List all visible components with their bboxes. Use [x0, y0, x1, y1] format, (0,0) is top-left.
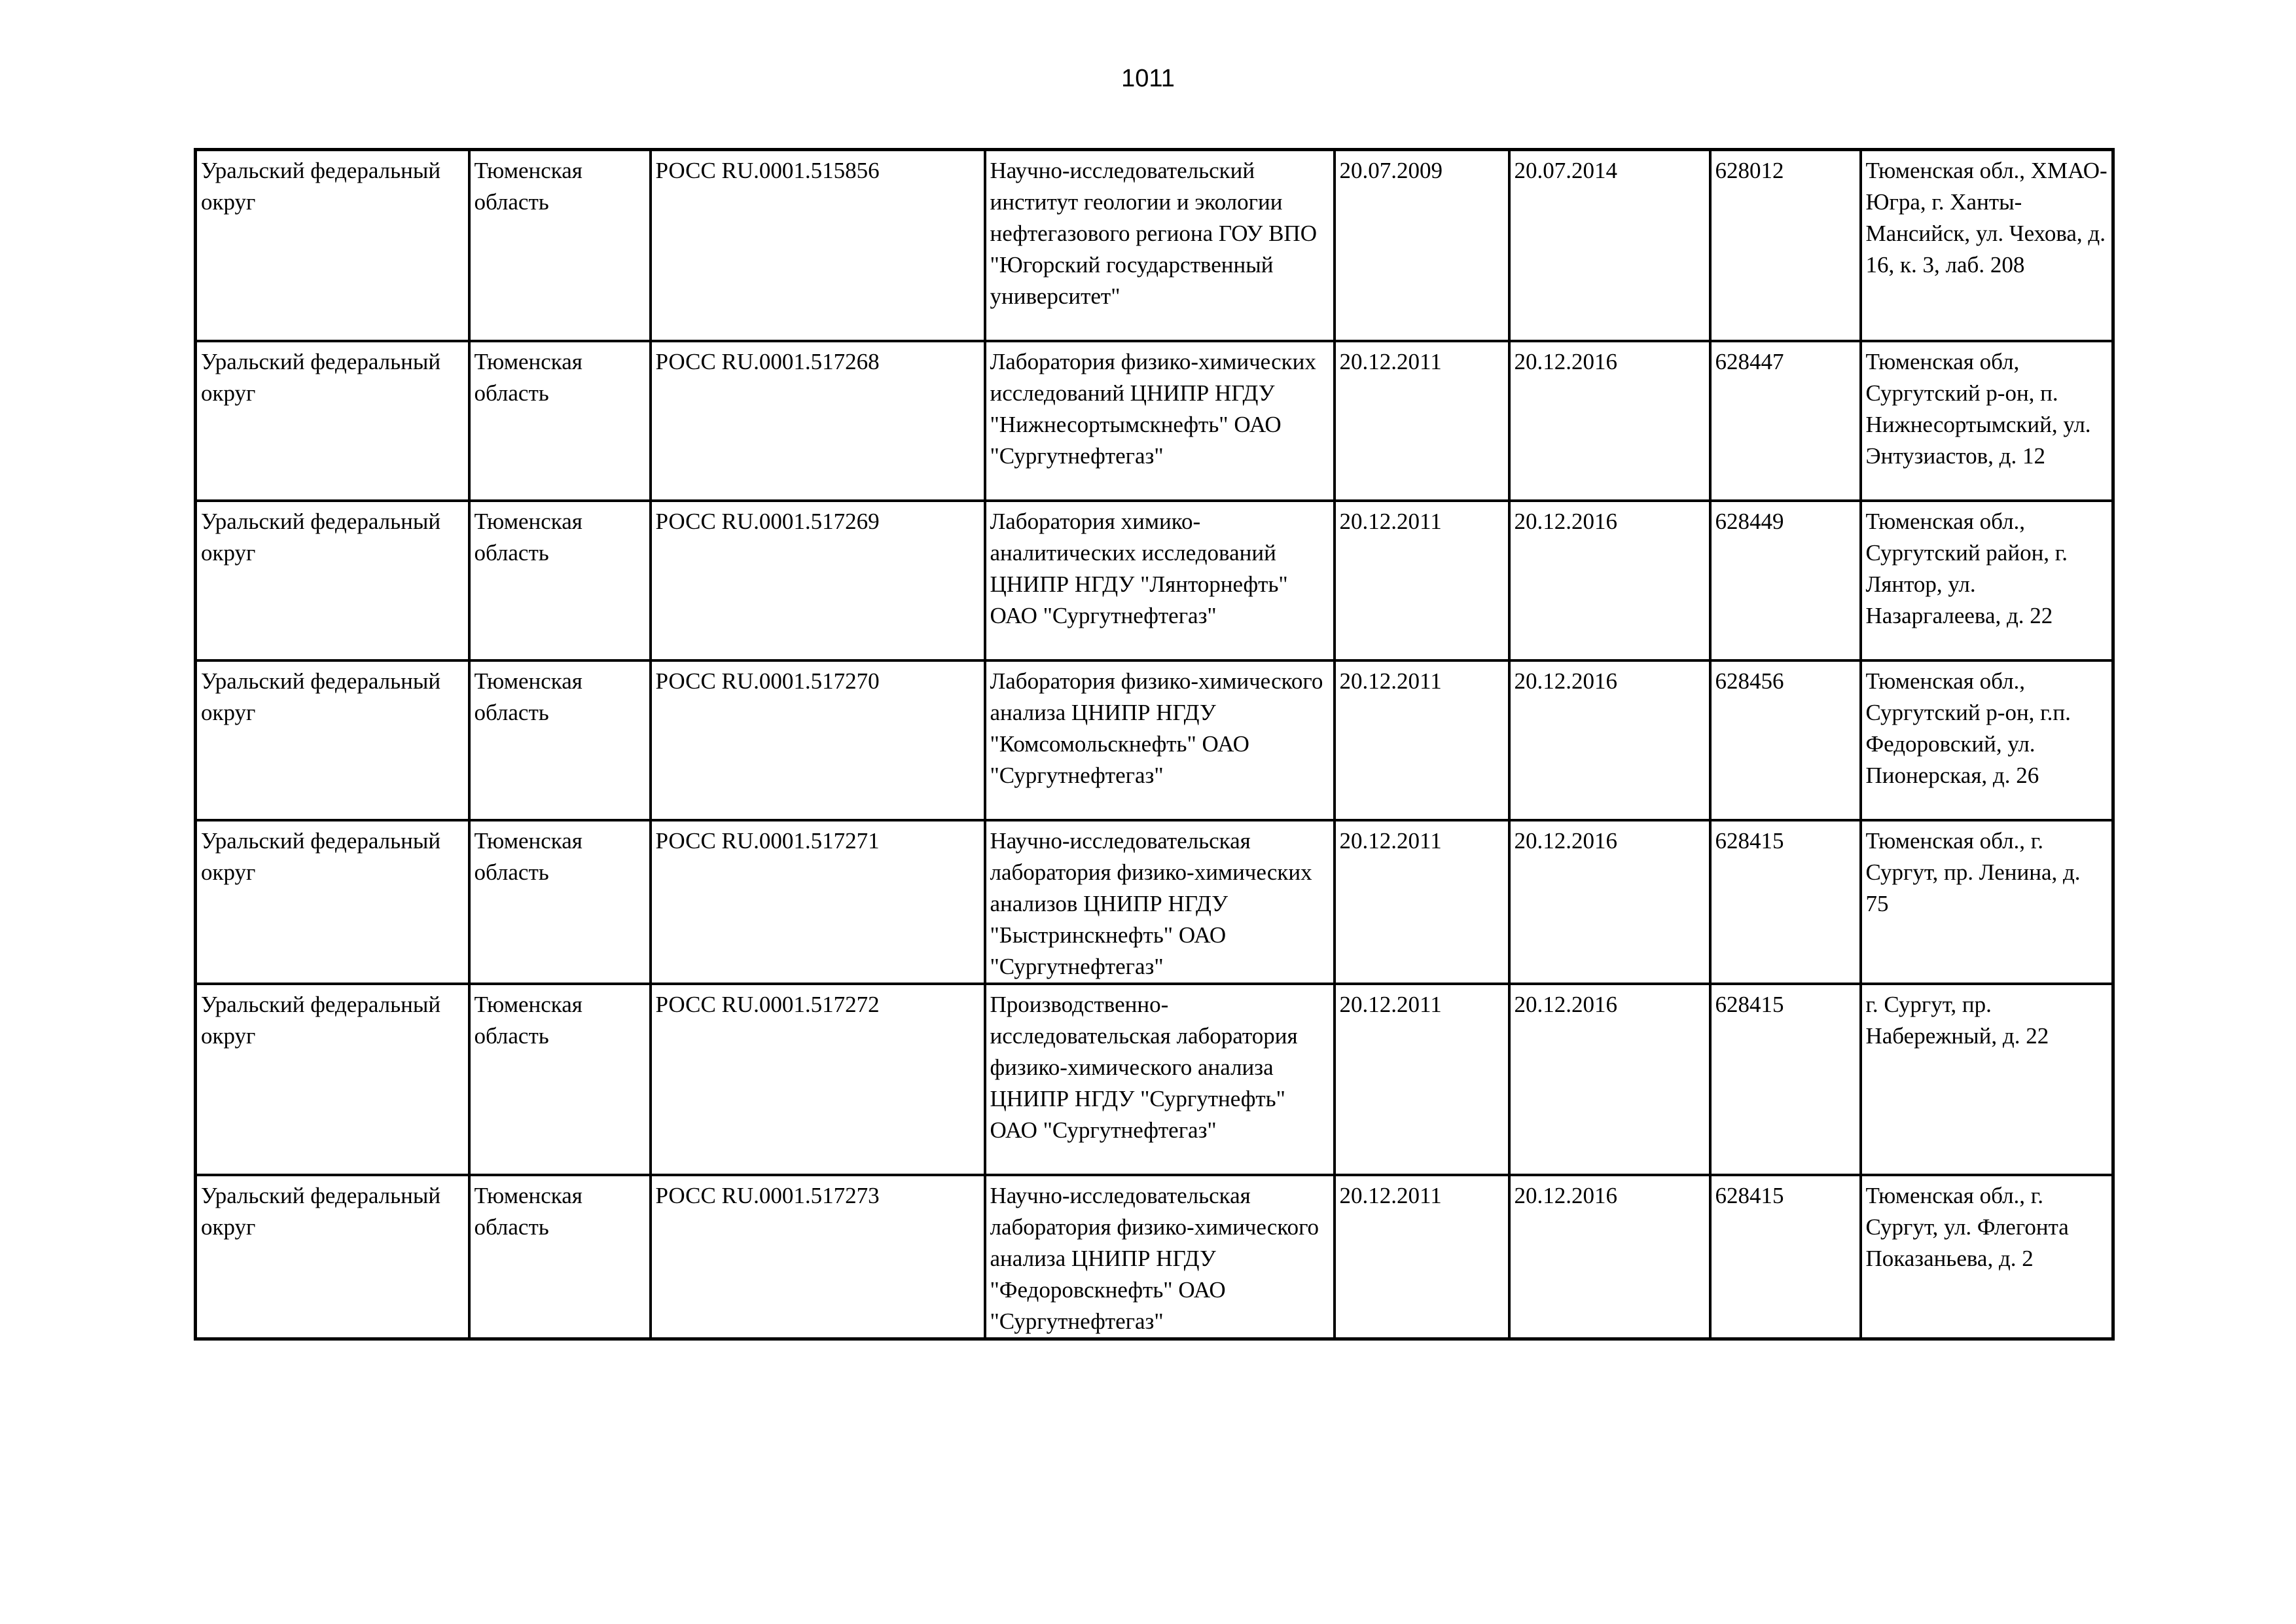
- district-cell: Уральский федеральный округ: [196, 150, 469, 341]
- address-cell: Тюменская обл., Сургутский р-он, г.п. Федоровский, ул. Пионерская, д. 26: [1861, 660, 2113, 820]
- district-cell: Уральский федеральный округ: [196, 820, 469, 984]
- date-issued-cell: 20.07.2009: [1335, 150, 1509, 341]
- date-valid-until-cell: 20.12.2016: [1509, 984, 1710, 1175]
- page-number: 1011: [1121, 65, 1175, 92]
- table-row: [196, 1175, 2113, 1339]
- district-cell: Уральский федеральный округ: [196, 984, 469, 1175]
- postal-code-cell: 628415: [1710, 1175, 1861, 1339]
- table-row: [196, 660, 2113, 820]
- organization-cell: Научно-исследовательская лаборатория физико-химического анализа ЦНИПР НГДУ "Федоровскнефть" ОАО "Сургутнефтегаз": [985, 1175, 1335, 1339]
- organization-cell: Научно-исследовательская лаборатория физико-химических анализов ЦНИПР НГДУ "Быстринскнефть" ОАО "Сургутнефтегаз": [985, 820, 1335, 984]
- postal-code-cell: 628447: [1710, 341, 1861, 501]
- table-row: [196, 341, 2113, 501]
- date-valid-until-cell: 20.12.2016: [1509, 501, 1710, 660]
- region-cell: Тюменская область: [469, 820, 651, 984]
- region-cell: Тюменская область: [469, 660, 651, 820]
- district-cell: Уральский федеральный округ: [196, 341, 469, 501]
- table-row: [196, 501, 2113, 660]
- postal-code-cell: 628012: [1710, 150, 1861, 341]
- date-issued-cell: 20.12.2011: [1335, 341, 1509, 501]
- address-cell: Тюменская обл., г. Сургут, ул. Флегонта Показаньева, д. 2: [1861, 1175, 2113, 1339]
- organization-cell: Производственно-исследовательская лаборатория физико-химического анализа ЦНИПР НГДУ "Сургутнефть" ОАО "Сургутнефтегаз": [985, 984, 1335, 1175]
- region-cell: Тюменская область: [469, 341, 651, 501]
- district-cell: Уральский федеральный округ: [196, 501, 469, 660]
- date-issued-cell: 20.12.2011: [1335, 984, 1509, 1175]
- date-valid-until-cell: 20.12.2016: [1509, 820, 1710, 984]
- table-row: [196, 150, 2113, 341]
- region-cell: Тюменская область: [469, 984, 651, 1175]
- postal-code-cell: 628415: [1710, 820, 1861, 984]
- date-valid-until-cell: 20.12.2016: [1509, 1175, 1710, 1339]
- accreditation-number-cell: РОСС RU.0001.517270: [651, 660, 985, 820]
- address-cell: Тюменская обл., Сургутский район, г. Лянтор, ул. Назаргалеева, д. 22: [1861, 501, 2113, 660]
- postal-code-cell: 628415: [1710, 984, 1861, 1175]
- accreditation-number-cell: РОСС RU.0001.515856: [651, 150, 985, 341]
- address-cell: Тюменская обл., ХМАО-Югра, г. Ханты-Мансийск, ул. Чехова, д. 16, к. 3, лаб. 208: [1861, 150, 2113, 341]
- region-cell: Тюменская область: [469, 501, 651, 660]
- accreditation-number-cell: РОСС RU.0001.517268: [651, 341, 985, 501]
- date-valid-until-cell: 20.12.2016: [1509, 341, 1710, 501]
- accreditation-number-cell: РОСС RU.0001.517273: [651, 1175, 985, 1339]
- date-issued-cell: 20.12.2011: [1335, 660, 1509, 820]
- address-cell: Тюменская обл, Сургутский р-он, п. Нижнесортымский, ул. Энтузиастов, д. 12: [1861, 341, 2113, 501]
- organization-cell: Научно-исследовательский институт геологии и экологии нефтегазового региона ГОУ ВПО "Югорский государственный университет": [985, 150, 1335, 341]
- postal-code-cell: 628449: [1710, 501, 1861, 660]
- organization-cell: Лаборатория физико-химического анализа ЦНИПР НГДУ "Комсомольскнефть" ОАО "Сургутнефтегаз": [985, 660, 1335, 820]
- organization-cell: Лаборатория физико-химических исследований ЦНИПР НГДУ "Нижнесортымскнефть" ОАО "Сургутнефтегаз": [985, 341, 1335, 501]
- region-cell: Тюменская область: [469, 150, 651, 341]
- region-cell: Тюменская область: [469, 1175, 651, 1339]
- address-cell: г. Сургут, пр. Набережный, д. 22: [1861, 984, 2113, 1175]
- accreditation-number-cell: РОСС RU.0001.517272: [651, 984, 985, 1175]
- table-row: [196, 984, 2113, 1175]
- date-issued-cell: 20.12.2011: [1335, 820, 1509, 984]
- accreditation-number-cell: РОСС RU.0001.517269: [651, 501, 985, 660]
- postal-code-cell: 628456: [1710, 660, 1861, 820]
- accreditation-number-cell: РОСС RU.0001.517271: [651, 820, 985, 984]
- date-valid-until-cell: 20.07.2014: [1509, 150, 1710, 341]
- date-issued-cell: 20.12.2011: [1335, 1175, 1509, 1339]
- organization-cell: Лаборатория химико-аналитических исследований ЦНИПР НГДУ "Лянторнефть" ОАО "Сургутнефтегаз": [985, 501, 1335, 660]
- district-cell: Уральский федеральный округ: [196, 1175, 469, 1339]
- date-valid-until-cell: 20.12.2016: [1509, 660, 1710, 820]
- table-row: [196, 820, 2113, 984]
- laboratory-registry-table: [194, 148, 2115, 1341]
- district-cell: Уральский федеральный округ: [196, 660, 469, 820]
- date-issued-cell: 20.12.2011: [1335, 501, 1509, 660]
- address-cell: Тюменская обл., г. Сургут, пр. Ленина, д. 75: [1861, 820, 2113, 984]
